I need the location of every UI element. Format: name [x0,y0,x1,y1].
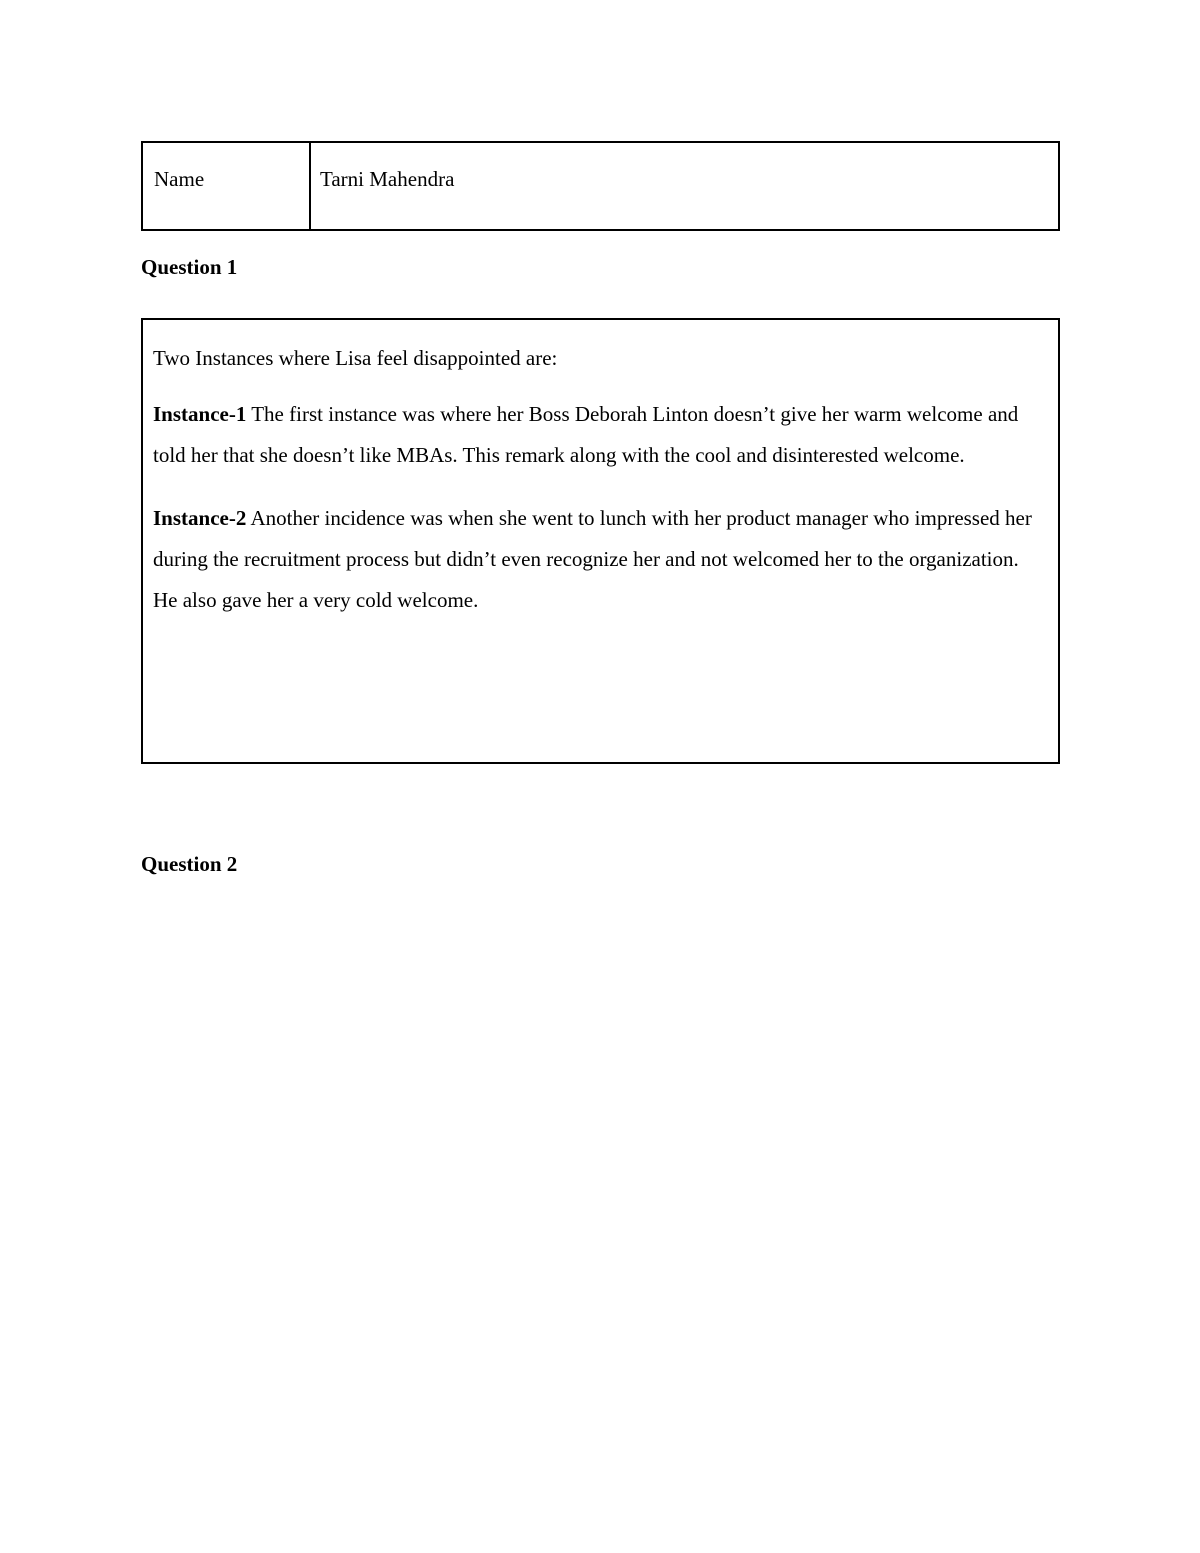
instance-2-paragraph [153,498,1038,621]
name-value: Tarni Mahendra [320,167,455,191]
instance-1-paragraph [153,394,1038,476]
question-1-heading: Question 1 [141,255,238,279]
instance-2-text: Another incidence was when she went to lunch with her product manager who impressed her during the recruitment process but didn’t even recognize her and not welcomed her to the organization. He also gave her a very cold welcome. [153,506,1032,612]
question-2-heading: Question 2 [141,852,238,876]
name-label: Name [143,143,311,229]
instance-1-text: The first instance was where her Boss Deborah Linton doesn’t give her warm welcome and told her that she doesn’t like MBAs. This remark along with the cool and disinterested welcome. [153,402,1019,467]
instance-2-label: Instance-2 [153,506,247,530]
name-table [141,141,1060,231]
question-1-answer-box [141,318,1060,764]
answer-intro: Two Instances where Lisa feel disappointed are: [153,346,558,370]
instance-1-label: Instance-1 [153,402,247,426]
